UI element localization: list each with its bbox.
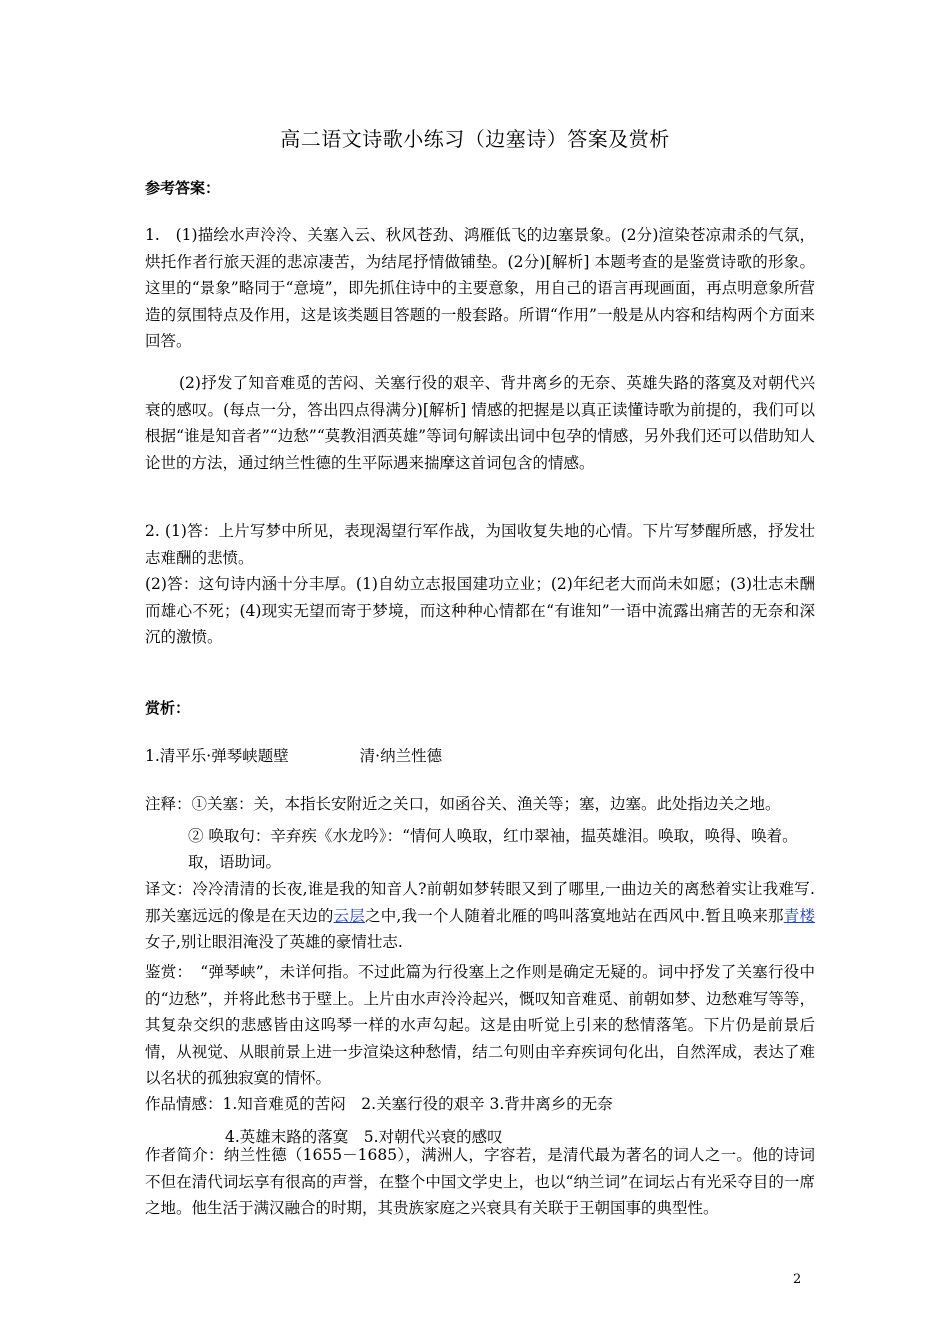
poem-author: 清·纳兰性德 xyxy=(359,747,443,765)
translation-text xyxy=(145,876,815,956)
emotions-line-2: 4.英雄末路的落寞 5.对朝代兴衰的感叹 xyxy=(225,1128,503,1146)
answer-1-part-1 xyxy=(145,222,815,355)
translation-part-3: 女子,别让眼泪淹没了英雄的豪情壮志. xyxy=(145,933,403,951)
translation xyxy=(145,876,815,956)
answer-1-part-2-text: (2)抒发了知音难觅的苦闷、关塞行役的艰辛、背井离乡的无奈、英雄失路的落寞及对朝代兴衰的感叹。(每点一分，答出四点得满分)[解析] 情感的把握是以真正读懂诗歌为前提的，我们可以根据“谁是知音者”“边愁”“莫教泪洒英雄”等词句解读出词中包孕的情感，另外我们还可以借助知人论世的方法，通过纳兰性德的生平际遇来揣摩这首词包含的情感。 xyxy=(145,374,815,472)
cloud-link[interactable]: 云层 xyxy=(333,906,365,925)
poem-title: 1.清平乐·弹琴峡题壁 xyxy=(145,747,289,765)
author-intro xyxy=(145,1142,815,1222)
poem-title-line xyxy=(145,744,825,766)
qinglou-link[interactable]: 青楼 xyxy=(783,906,815,925)
answer-1-part-2 xyxy=(145,370,815,476)
emotions-line-1: 作品情感：1.知音难觅的苦闷 2.关塞行役的艰辛 3.背井离乡的无奈 xyxy=(145,1095,613,1113)
notes-line-2-wrap xyxy=(188,823,828,875)
author-intro-text: 作者简介：纳兰性德（1655－1685），满洲人，字容若，是清代最为著名的词人之一。他的诗词不但在清代词坛享有很高的声誉，在整个中国文学史上，也以“纳兰词”在词坛占有光采夺目的一席之地。他生活于满汉融合的时期，其贵族家庭之兴衰具有关联于王朝国事的典型性。 xyxy=(145,1146,815,1217)
page-title: 高二语文诗歌小练习（边塞诗）答案及赏析 xyxy=(280,127,670,151)
answer-2 xyxy=(145,518,815,651)
appraisal xyxy=(145,959,815,1092)
translation-part-1: 译文：冷冷清清的长夜,谁是我的知音人?前朝如梦转眼又到了哪里,一曲边关的离愁着实让我难写.那关塞远远的像是在天边的 xyxy=(145,880,815,925)
translation-part-2: 之中,我一个人随着北雁的鸣叫落寞地站在西风中.暂且唤来那 xyxy=(364,906,784,925)
answer-2-part-2-text: (2)答：这句诗内涵十分丰厚。(1)自幼立志报国建功立业；(2)年纪老大而尚未如愿；(3)壮志未酬而雄心不死；(4)现实无望而寄于梦境，而这种种心情都在“有谁知”一语中流露出痛苦的无奈和深沉的激愤。 xyxy=(145,575,815,646)
answer-1-part-1-text: 1. (1)描绘水声泠泠、关塞入云、秋风苍劲、鸿雁低飞的边塞景象。(2分)渲染苍凉肃杀的气氛，烘托作者行旅天涯的悲凉凄苦，为结尾抒情做铺垫。(2分)[解析] 本题考查的是鉴赏诗歌的形象。这里的“景象”略同于“意境”，即先抓住诗中的主要意象，用自己的语言再现画面，再点明意象所营造的氛围特点及作用，这是该类题目答题的一般套路。所谓“作用”一般是从内容和结构两个方面来回答。 xyxy=(145,226,816,350)
answers-heading: 参考答案： xyxy=(145,179,221,197)
appreciation-heading: 赏析： xyxy=(145,699,191,717)
appraisal-text: 鉴赏： “弹琴峡”，未详何指。不过此篇为行役塞上之作则是确定无疑的。词中抒发了关塞行役中的“边愁”，并将此愁书于壁上。上片由水声泠泠起兴，慨叹知音难觅、前朝如梦、边愁难写等等，其复杂交织的悲感皆由这呜琴一样的水声勾起。这是由听觉上引来的愁情落笔。下片仍是前景后情，从视觉、从眼前景上进一步渲染这种愁情，结二句则由辛弃疾词句化出，自然浑成，表达了难以名状的孤独寂寞的情怀。 xyxy=(145,963,815,1087)
notes-line-2: ② 唤取句：辛弃疾《水龙吟》：“情何人唤取，红巾翠袖，揾英雄泪。唤取，唤得、唤着。取，语助词。 xyxy=(188,827,798,871)
answer-2-part-1-text: 2. (1)答：上片写梦中所见，表现渴望行军作战，为国收复失地的心情。下片写梦醒所感，抒发壮志难酬的悲愤。 xyxy=(145,522,815,567)
notes-line-1: 注释：①关塞：关，本指长安附近之关口，如函谷关、渔关等；塞，边塞。此处指边关之地。 xyxy=(145,795,781,813)
page-number: 2 xyxy=(793,1272,802,1287)
